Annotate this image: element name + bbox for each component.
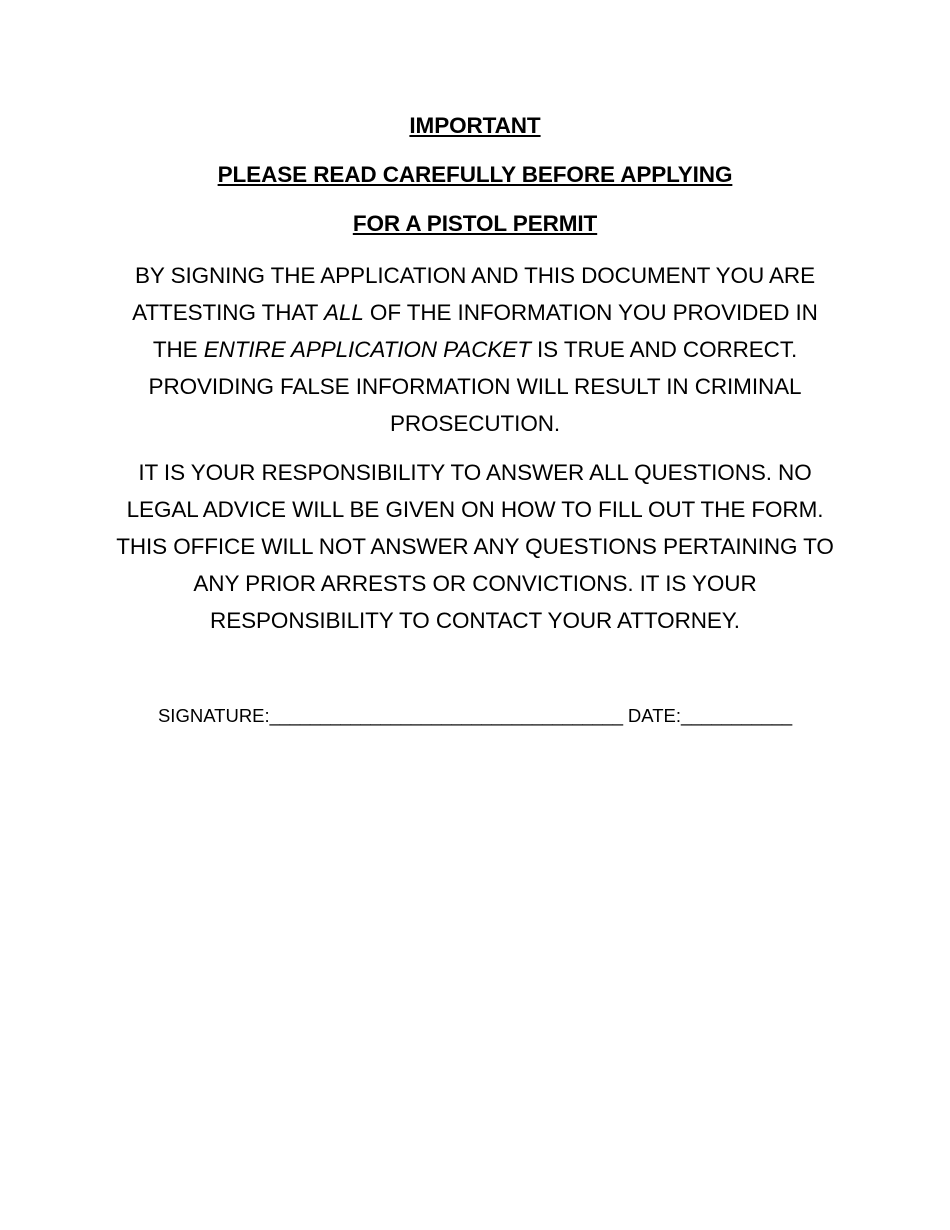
signature-label: SIGNATURE: (157, 705, 270, 726)
attestation-text-3: IS TRUE AND CORRECT. PROVIDING FALSE INFORMATION WILL RESULT IN CRIMINAL PROSECUTION. (148, 337, 802, 436)
signature-row (110, 703, 840, 729)
attestation-paragraph (110, 257, 840, 442)
date-field[interactable]: ___________ (681, 705, 793, 726)
attestation-text-1: BY SIGNING THE APPLICATION AND THIS DOCUMENT YOU ARE ATTESTING THAT (132, 263, 815, 325)
attestation-emphasis-packet: ENTIRE APPLICATION PACKET (203, 337, 531, 362)
notice-body (110, 111, 840, 639)
responsibility-paragraph: IT IS YOUR RESPONSIBILITY TO ANSWER ALL QUESTIONS. NO LEGAL ADVICE WILL BE GIVEN ON HOW TO FILL OUT THE FORM. THIS OFFICE WILL NOT ANSWER ANY QUESTIONS PERTAINING TO ANY PRIOR ARRESTS OR CONVICTIONS. IT IS YOUR RESPONSIBILITY TO CONTACT YOUR ATTORNEY. (116, 460, 834, 633)
heading-read-carefully: PLEASE READ CAREFULLY BEFORE APPLYING (217, 162, 733, 187)
date-label: DATE: (627, 705, 682, 726)
heading-important: IMPORTANT (409, 113, 541, 138)
attestation-text-2: OF THE INFORMATION YOU PROVIDED IN THE (152, 300, 818, 362)
signature-field[interactable]: ___________________________________ (269, 705, 623, 726)
heading-pistol-permit: FOR A PISTOL PERMIT (352, 211, 598, 236)
attestation-emphasis-all: ALL (324, 300, 364, 325)
